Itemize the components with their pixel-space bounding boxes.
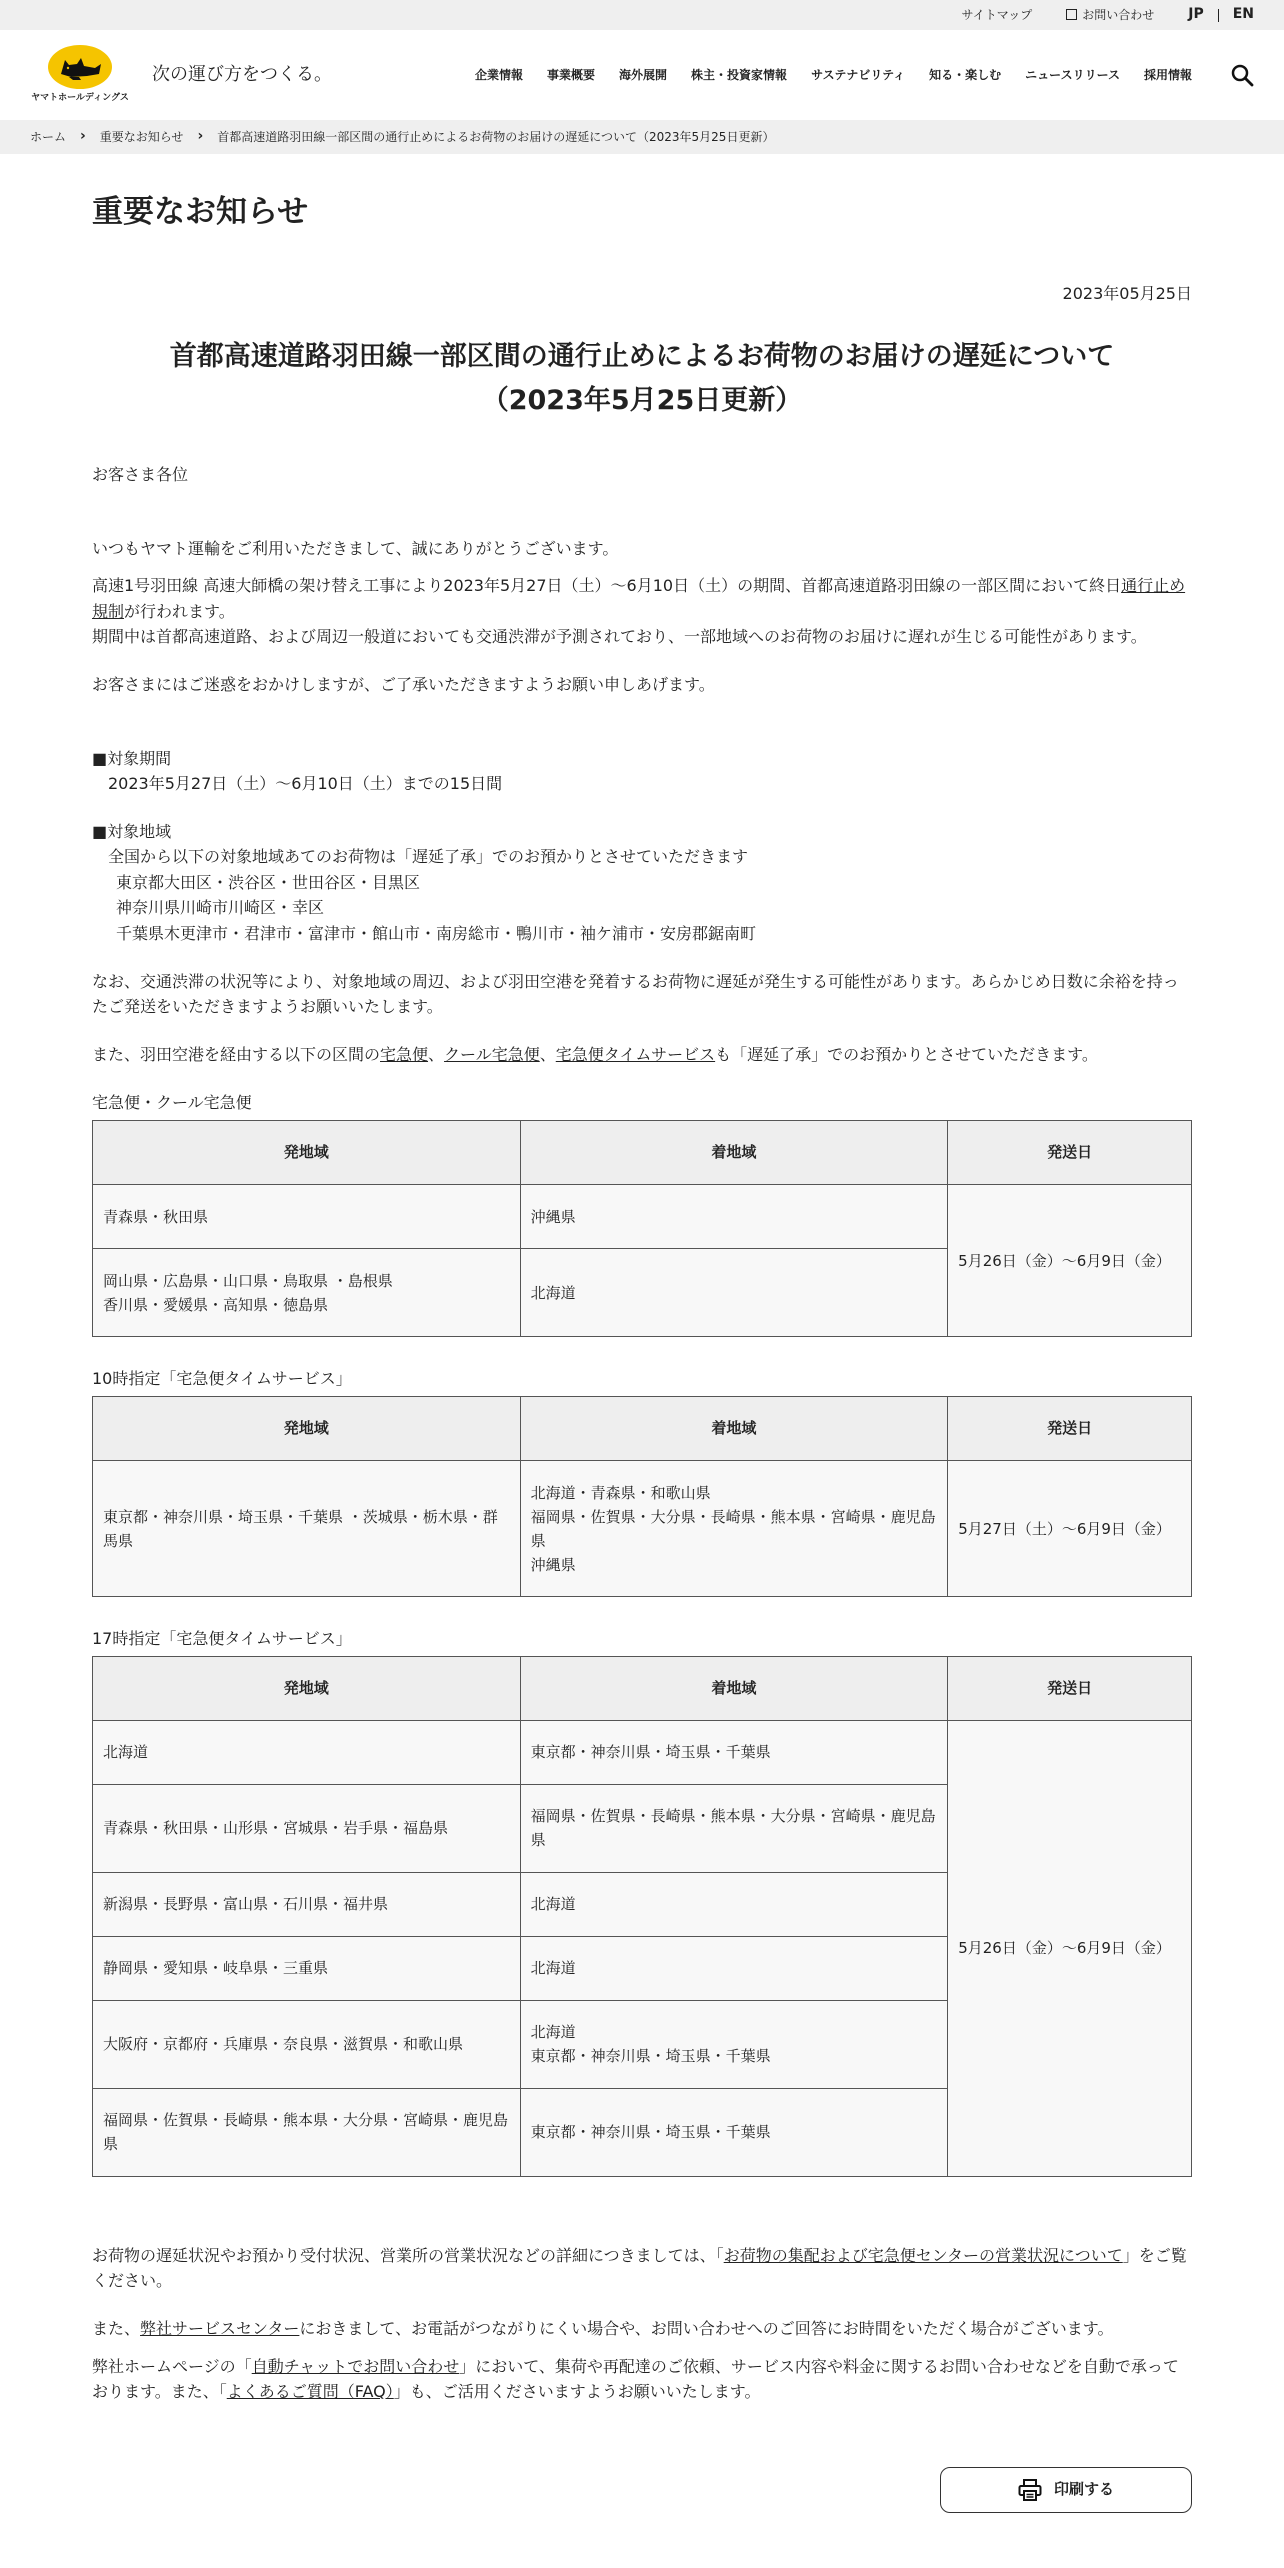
header-destination: 着地域 bbox=[520, 1397, 948, 1461]
destination-cell: 北海道 bbox=[520, 1936, 948, 2000]
area-item: 千葉県木更津市・君津市・富津市・館山市・南房総市・鴨川市・袖ケ浦市・安房郡鋸南町 bbox=[116, 924, 757, 944]
time-service-link[interactable]: 宅急便タイムサービス bbox=[555, 1044, 716, 1064]
destination-cell: 東京都・神奈川県・埼玉県・千葉県 bbox=[520, 1720, 948, 1784]
language-switcher bbox=[1188, 4, 1254, 26]
area-item: 東京都大田区・渋谷区・世田谷区・目黒区 bbox=[116, 872, 421, 892]
notice-paragraph-1 bbox=[92, 573, 1192, 650]
text: 弊社ホームページの「 bbox=[92, 2356, 252, 2376]
nav-news[interactable]: ニュースリリース bbox=[1025, 67, 1120, 82]
destination-cell: 沖縄県 bbox=[520, 1185, 948, 1249]
period-heading: ■対象期間 bbox=[92, 748, 172, 768]
contact-link[interactable] bbox=[1066, 6, 1154, 25]
chevron-right-icon: › bbox=[80, 128, 86, 145]
service-status-link[interactable]: お荷物の集配および宅急便センターの営業状況について bbox=[723, 2245, 1123, 2265]
nav-business[interactable]: 事業概要 bbox=[547, 67, 596, 82]
service-center-link[interactable]: 弊社サービスセンター bbox=[140, 2319, 300, 2339]
global-nav bbox=[451, 63, 1254, 87]
table-header-row bbox=[93, 1397, 1192, 1461]
page-title: 重要なお知らせ bbox=[92, 194, 309, 230]
origin-cell: 北海道 bbox=[93, 1720, 521, 1784]
origin-cell: 静岡県・愛知県・岐阜県・三重県 bbox=[93, 1936, 521, 2000]
salutation: お客さま各位 bbox=[92, 464, 189, 484]
origin-cell: 福岡県・佐賀県・長崎県・熊本県・大分県・宮崎県・鹿児島県 bbox=[93, 2088, 521, 2176]
article-title bbox=[92, 335, 1192, 424]
print-button[interactable] bbox=[940, 2467, 1192, 2513]
nav-sustainability[interactable]: サステナビリティ bbox=[811, 67, 906, 82]
site-header bbox=[0, 30, 1284, 120]
origin-cell: 青森県・秋田県 bbox=[93, 1185, 521, 1249]
area-heading: ■対象地域 bbox=[92, 821, 172, 841]
nav-global[interactable]: 海外展開 bbox=[619, 67, 668, 82]
chat-note bbox=[92, 2354, 1192, 2405]
sitemap-link[interactable]: サイトマップ bbox=[961, 7, 1033, 22]
text: 期間中は首都高速道路、および周辺一般道においても交通渋滞が予測されており、一部地域へのお荷物のお届けに遅れが生じる可能性があります。 bbox=[92, 627, 1147, 647]
lang-jp[interactable]: JP bbox=[1188, 6, 1204, 23]
table-row bbox=[93, 1461, 1192, 1597]
origin-cell: 青森県・秋田県・山形県・宮城県・岩手県・福島県 bbox=[93, 1784, 521, 1872]
status-note bbox=[92, 2243, 1192, 2294]
article-title-line1: 首都高速道路羽田線一部区間の通行止めによるお荷物のお届けの遅延について bbox=[169, 340, 1115, 372]
destination-cell: 北海道 bbox=[520, 1249, 948, 1337]
origin-cell: 新潟県・長野県・富山県・石川県・福井県 bbox=[93, 1872, 521, 1936]
table-caption: 10時指定「宅急便タイムサービス」 bbox=[92, 1369, 352, 1389]
ship-date-cell: 5月26日（金）～6月9日（金） bbox=[948, 1720, 1192, 2176]
contact-label: お問い合わせ bbox=[1082, 7, 1155, 22]
traffic-note: なお、交通渋滞の状況等により、対象地域の周辺、および羽田空港を発着するお荷物に遅延が発生する可能性があります。あらかじめ日数に余裕を持ったご発送をいただきますようお願いいたします。 bbox=[92, 971, 1179, 1017]
breadcrumb-notices[interactable]: 重要なお知らせ bbox=[99, 129, 184, 144]
destination-cell: 北海道 東京都・神奈川県・埼玉県・千葉県 bbox=[520, 2000, 948, 2088]
takkyubin-link[interactable]: 宅急便 bbox=[380, 1044, 429, 1064]
header-ship-date: 発送日 bbox=[948, 1121, 1192, 1185]
text: 高速1号羽田線 高速大師橋の架け替え工事により2023年5月27日（土）～6月10日（土）の期間、首都高速道路羽田線の一部区間において終日 bbox=[92, 576, 1122, 596]
ship-date-cell: 5月27日（土）～6月9日（金） bbox=[948, 1461, 1192, 1597]
destination-cell: 福岡県・佐賀県・長崎県・熊本県・大分県・宮崎県・鹿児島県 bbox=[520, 1784, 948, 1872]
logo-text: ヤマトホールディングス bbox=[31, 93, 129, 104]
apology-paragraph: お客さまにはご迷惑をおかけしますが、ご了承いただきますようお願い申しあげます。 bbox=[92, 674, 715, 694]
area-text: 全国から以下の対象地域あてのお荷物は「遅延了承」でのお預かりとさせていただきます bbox=[108, 847, 749, 867]
lang-en[interactable]: EN bbox=[1232, 6, 1254, 23]
text: また、 bbox=[92, 2319, 141, 2339]
table-caption: 17時指定「宅急便タイムサービス」 bbox=[92, 1629, 352, 1649]
origin-cell: 東京都・神奈川県・埼玉県・千葉県 ・茨城県・栃木県・群馬県 bbox=[93, 1461, 521, 1597]
search-icon[interactable] bbox=[1230, 63, 1254, 87]
text: が行われます。 bbox=[124, 601, 235, 621]
header-origin: 発地域 bbox=[93, 1397, 521, 1461]
nav-enjoy[interactable]: 知る・楽しむ bbox=[929, 67, 1002, 82]
main-content bbox=[92, 154, 1192, 2513]
utility-bar bbox=[0, 0, 1284, 30]
print-label: 印刷する bbox=[1053, 2480, 1114, 2499]
cool-takkyubin-link[interactable]: クール宅急便 bbox=[444, 1044, 540, 1064]
nav-investors[interactable]: 株主・投資家情報 bbox=[691, 67, 788, 82]
delivery-table-10am bbox=[92, 1396, 1192, 1597]
greeting: いつもヤマト運輸をご利用いただきまして、誠にありがとうございます。 bbox=[92, 538, 619, 558]
area-item: 神奈川県川崎市川崎区・幸区 bbox=[116, 898, 325, 918]
header-ship-date: 発送日 bbox=[948, 1397, 1192, 1461]
black-cat-logo-icon bbox=[47, 44, 113, 90]
print-area bbox=[92, 2467, 1192, 2513]
table-row bbox=[93, 1720, 1192, 1784]
nav-corporate[interactable]: 企業情報 bbox=[475, 67, 524, 82]
nav-recruit[interactable]: 採用情報 bbox=[1143, 67, 1192, 82]
faq-link[interactable]: よくあるご質問（FAQ） bbox=[226, 2382, 394, 2402]
table-row bbox=[93, 1185, 1192, 1249]
delivery-table-5pm bbox=[92, 1656, 1192, 2177]
header-destination: 着地域 bbox=[520, 1121, 948, 1185]
service-center-note bbox=[92, 2316, 1192, 2342]
origin-cell: 大阪府・京都府・兵庫県・奈良県・滋賀県・和歌山県 bbox=[93, 2000, 521, 2088]
text: 」をご覧ください。 bbox=[92, 2245, 1187, 2291]
table-header-row bbox=[93, 1656, 1192, 1720]
ship-date-cell: 5月26日（金）～6月9日（金） bbox=[948, 1185, 1192, 1337]
auto-chat-link[interactable]: 自動チャットでお問い合わせ bbox=[251, 2356, 460, 2376]
tagline: 次の運び方をつくる。 bbox=[152, 64, 332, 86]
logo[interactable] bbox=[30, 44, 130, 106]
publish-date: 2023年05月25日 bbox=[1062, 284, 1192, 304]
destination-cell: 北海道・青森県・和歌山県 福岡県・佐賀県・大分県・長崎県・熊本県・宮崎県・鹿児島県 沖縄県 bbox=[520, 1461, 948, 1597]
chevron-right-icon: › bbox=[197, 128, 204, 145]
header-origin: 発地域 bbox=[93, 1121, 521, 1185]
lang-divider bbox=[1218, 9, 1219, 22]
origin-cell: 岡山県・広島県・山口県・鳥取県 ・島根県 香川県・愛媛県・高知県・徳島県 bbox=[93, 1249, 521, 1337]
road-closure-link[interactable]: 通行止め規制 bbox=[92, 576, 1186, 621]
text: も「遅延了承」でのお預かりとさせていただきます。 bbox=[715, 1044, 1098, 1064]
window-icon bbox=[1066, 9, 1077, 20]
delivery-table-standard bbox=[92, 1120, 1192, 1337]
table-caption: 宅急便・クール宅急便 bbox=[92, 1093, 252, 1113]
destination-cell: 東京都・神奈川県・埼玉県・千葉県 bbox=[520, 2088, 948, 2176]
breadcrumb bbox=[0, 120, 1284, 154]
printer-icon bbox=[1018, 2479, 1042, 2501]
article-title-line2: （2023年5月25日更新） bbox=[481, 385, 803, 417]
airport-note bbox=[92, 1042, 1192, 1068]
text: 」において、集荷や再配達のご依頼、サービス内容や料金に関するお問い合わせなどを自動で承っております。また、「 bbox=[92, 2356, 1179, 2402]
text: 、 bbox=[428, 1044, 445, 1064]
breadcrumb-current: 首都高速道路羽田線一部区間の通行止めによるお荷物のお届けの遅延について（2023年5月25日更新） bbox=[217, 129, 775, 144]
header-destination: 着地域 bbox=[520, 1656, 948, 1720]
destination-cell: 北海道 bbox=[520, 1872, 948, 1936]
text: 」も、ご活用くださいますようお願いいたします。 bbox=[393, 2382, 761, 2402]
period-text: 2023年5月27日（土）～6月10日（土）までの15日間 bbox=[108, 774, 503, 794]
header-origin: 発地域 bbox=[93, 1656, 521, 1720]
text: また、羽田空港を経由する以下の区間の bbox=[92, 1044, 381, 1064]
breadcrumb-home[interactable]: ホーム bbox=[30, 129, 67, 144]
table-header-row bbox=[93, 1121, 1192, 1185]
text: におきまして、お電話がつながりにくい場合や、お問い合わせへのご回答にお時間をいただく場合がございます。 bbox=[299, 2319, 1114, 2339]
text: お荷物の遅延状況やお預かり受付状況、営業所の営業状況などの詳細につきましては、「 bbox=[92, 2245, 724, 2265]
header-ship-date: 発送日 bbox=[948, 1656, 1192, 1720]
text: 、 bbox=[539, 1044, 556, 1064]
